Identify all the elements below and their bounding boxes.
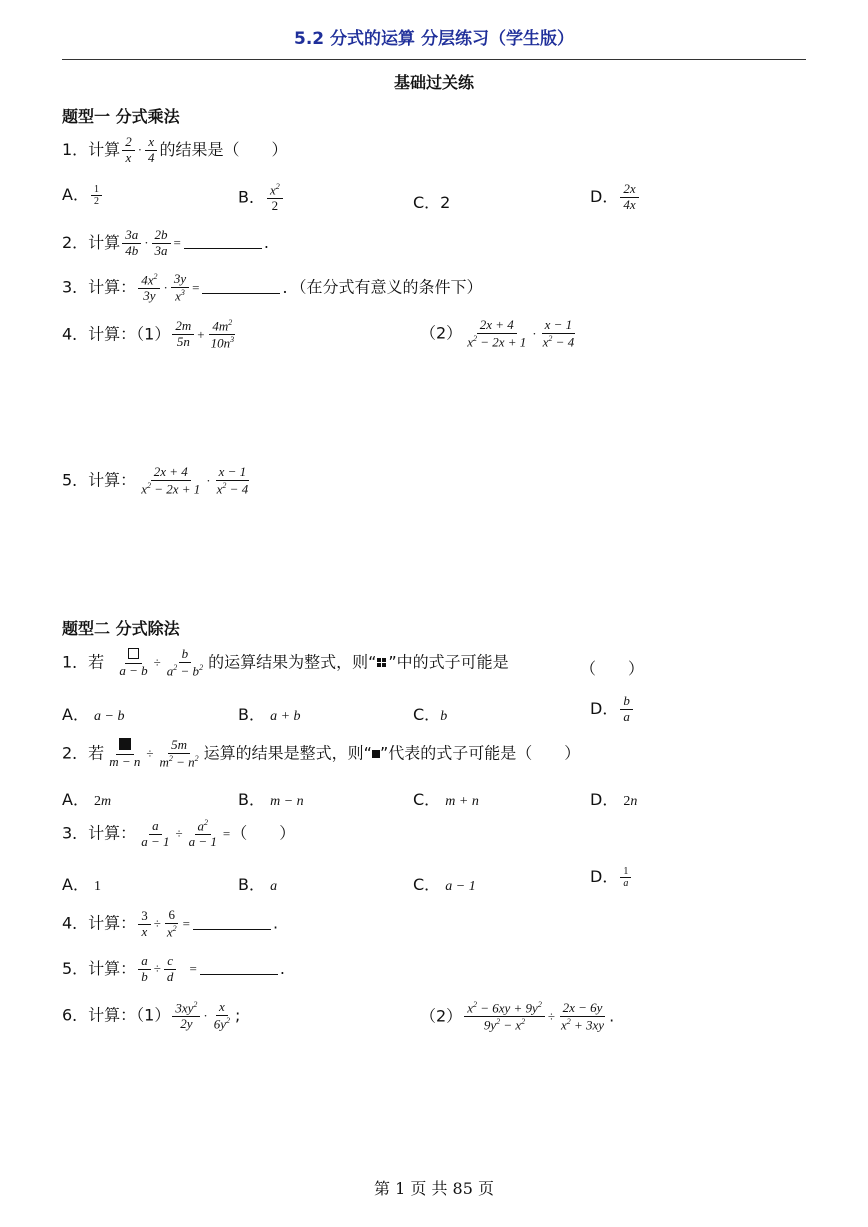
header-divider [62,59,806,60]
s1-q5: 5．计算： $\frac{2x + 4}{x^2 - 2x + 1}$ · $\frac{x - 1}{x^2 - 4}$ [62,464,249,497]
s2-q1-option-b: B． a + b [238,705,301,724]
s1-q4-part2: （2） $\frac{2x + 4}{x^2 - 2x + 1}$ · $\frac{x - 1}{x^2 - 4}$ [420,317,575,350]
s2-q1-paren: （ ） [580,659,645,678]
section2-title: 题型二 分式除法 [62,619,180,638]
answer-blank[interactable] [202,283,280,294]
s2-q2: 2．若 m − n ÷ $\frac{5m}{m^2 - n^2}$ 运算的结果是整式，则“ ”代表的式子可能是（ ） [62,737,581,770]
s2-q1-option-a: A． a − b [62,705,125,724]
s2-q3-option-d: D． $\frac{1}{a}$ [590,864,633,890]
s2-q2-option-b: B． m − n [238,790,304,809]
s2-q2-option-c: C． m + n [413,790,479,809]
s2-q1-option-d: D． $\frac{b}{a}$ [590,694,635,725]
s2-q3-option-c: C． a − 1 [413,875,476,894]
s1-q1-post: 的结果是（ ） [159,139,288,159]
s1-q1-option-a: A． $\frac{1}{2}$ [62,182,104,208]
fraction: $\frac{x}{4}$ [145,135,158,166]
s1-q1-option-c: C．2 [413,193,451,212]
s1-q2: 2．计算 $\frac{3a}{4b}$ · $\frac{2b}{3a}$ = . [62,227,269,258]
s1-q4-part1: 4．计算：（1） $\frac{2m}{5n}$ + $\frac{4m^2}{10n^3}$ [62,318,235,351]
s2-q1-option-c: C．b [413,705,448,724]
s2-q2-option-a: A． 2m [62,790,112,809]
s2-q6-part1: 6．计算：（1） $\frac{3xy^2}{2y}$ · $\frac{x}{6y^2}$ ; [62,999,241,1032]
s1-q1-option-d: D． $\frac{2x}{4x}$ [590,182,641,213]
section1-title: 题型一 分式乘法 [62,107,180,126]
s1-q1-option-b: B． $\frac{x^2}{2}$ [238,182,285,214]
s1-q1: 1．计算 $\frac{2}{x}$ · $\frac{x}{4}$ 的结果是（ ） [62,134,288,165]
s2-q2-option-d: D． 2n [590,790,638,809]
s2-q6-part2: （2） $\frac{x^2 - 6xy + 9y^2}{9y^2 - x^2}$ ÷ $\frac{2x - 6y}{x^2 + 3xy}$ . [420,999,615,1033]
s2-q4: 4．计算： $\frac{3}{x}$ ÷ $\frac{6}{x^2}$ = . [62,907,279,940]
s2-q3-option-b: B． a [238,875,278,894]
s1-q3: 3．计算： $\frac{4x^2}{3y}$ · $\frac{3y}{x^3}$ = ．（在分式有意义的条件下） [62,271,483,304]
black-square-icon [372,750,380,758]
s2-q1: 1．若 a − b ÷ $\frac{b}{a^2 - b^2}$ 的运算结果为整式，则“ ”中的式子可能是 [62,646,509,679]
answer-blank[interactable] [200,964,278,975]
answer-blank[interactable] [184,238,262,249]
s2-q3: 3．计算： $\frac{a}{a - 1}$ ÷ $\frac{a^2}{a - 1}$ =（ ） [62,817,296,850]
s2-q5: 5．计算： $\frac{a}{b}$ ÷ $\frac{c}{d}$ = . [62,953,285,984]
section-heading: 基础过关练 [393,73,474,92]
answer-blank[interactable] [193,919,271,930]
black-square-icon [119,738,131,750]
square-placeholder-icon [128,648,139,659]
page-title: 5.2 分式的运算 分层练习（学生版） [294,29,574,49]
page-number: 第 1 页 共 85 页 [374,1179,494,1198]
s2-q3-option-a: A． 1 [62,875,102,894]
s1-q1-pre: 1．计算 [62,139,121,159]
fraction: $\frac{2}{x}$ [122,135,135,166]
windows-logo-icon [377,658,387,668]
